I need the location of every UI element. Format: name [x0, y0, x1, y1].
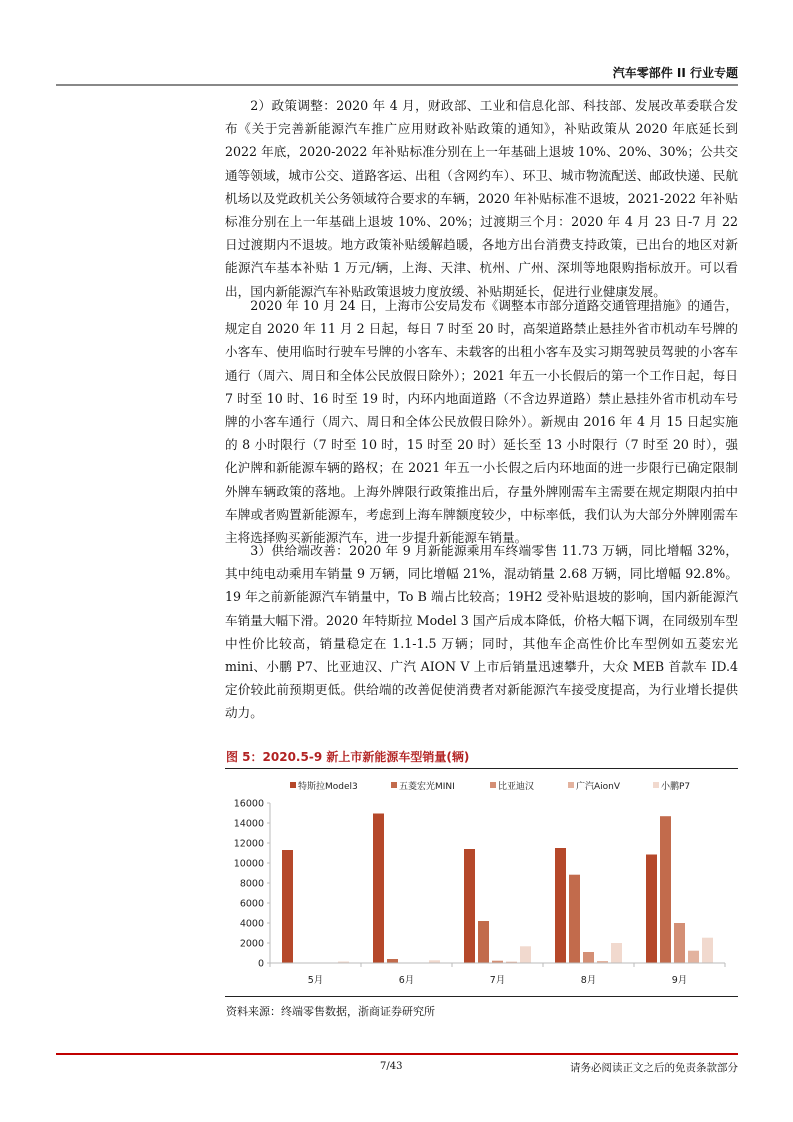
bar — [583, 952, 594, 963]
bar — [569, 875, 580, 963]
legend-swatch — [290, 782, 296, 788]
bar — [611, 943, 622, 963]
paragraph-shanghai: 2020 年 10 月 24 日，上海市公安局发布《调整本市部分道路交通管理措施》的通告，规定自 2020 年 11 月 2 日起，每日 7 时至 20 时，高架道路禁止悬挂外省市机动车号牌的小客车、使用临时行驶车号牌的小客车、未载客的出租小客车及实习期驾驶员驾驶的小客车通行（周六、周日和全体公民放假日除外）；2021 年五一小长假后的第一个工作日起，每日 7 时至 10 时、16 时至 19 时，内环内地面道路（不含边界道路）禁止悬挂外省市机动车号牌的小客车通行（周六、周日和全体公民放假日除外）。新规由 2016 年 4 月 15 日起实施的 8 小时限行（7 时至 10 时，15 时至 20 时）延长至 13 小时限行（7 时至 20 时），强化沪牌和新能源车辆的路权；在 2021 年五一小长假之后内环地面的进一步限行已确定限制外牌车辆政策的落地。上海外牌限行政策推出后，存量外牌刚需车主需要在规定期限内拍中车牌或者购置新能源车，考虑到上海车牌额度较少，中标率低，我们认为大部分外牌刚需车主将选择购买新能源汽车，进一步提升新能源车销量。 — [225, 298, 738, 546]
x-tick-label: 7月 — [489, 975, 506, 986]
figure-top-rule — [225, 768, 738, 769]
paragraph-supply: 3）供给端改善：2020 年 9 月新能源乘用车终端零售 11.73 万辆，同比增幅 32%，其中纯电动乘用车销量 9 万辆，同比增幅 21%，混动销量 2.68 万辆，同比增幅 92.8%。19 年之前新能源汽车销量中，To B 端占比较高；19H2 受补贴退坡的影响，国内新能源汽车销量大幅下滑。2020 年特斯拉 Model 3 国产后成本降低，价格大幅下调，在同级别车型中性价比较高，销量稳定在 1.1-1.5 万辆；同时，其他车企高性价比车型例如五菱宏光 mini、小鹏 P7、比亚迪汉、广汽 AION V 上市后销量迅速攀升，大众 MEB 首款车 ID.4 定价较此前预期更低。供给端的改善促使消费者对新能源汽车接受度提高，为行业增长提供动力。 — [225, 543, 738, 721]
bar-chart — [225, 770, 738, 995]
bar — [660, 816, 671, 963]
legend-label: 小鹏P7 — [661, 782, 691, 792]
footer-disclaimer: 请务必阅读正文之后的免责条款部分 — [570, 1062, 738, 1074]
legend-swatch — [568, 782, 574, 788]
y-tick-label: 4000 — [239, 918, 264, 930]
legend-swatch — [391, 782, 397, 788]
header-title: 汽车零部件 II 行业专题 — [612, 66, 738, 80]
legend-swatch — [653, 782, 659, 788]
legend-label: 五菱宏光MINI — [399, 782, 455, 792]
page-number: 7/43 — [380, 1061, 403, 1072]
y-tick-label: 2000 — [239, 938, 264, 950]
y-tick-label: 14000 — [233, 818, 264, 830]
legend-swatch — [490, 782, 496, 788]
footer-divider — [56, 1053, 738, 1055]
bar — [478, 921, 489, 963]
bar — [674, 923, 685, 963]
bar — [688, 951, 699, 963]
bar — [464, 849, 475, 963]
x-axis — [270, 963, 725, 986]
x-tick-label: 6月 — [398, 975, 415, 986]
chart-legend — [290, 780, 690, 792]
y-tick-label: 0 — [257, 958, 264, 970]
y-tick-label: 6000 — [239, 898, 264, 910]
y-axis — [234, 799, 270, 970]
legend-label: 比亚迪汉 — [498, 782, 535, 792]
figure-bottom-rule — [225, 996, 738, 997]
bar — [282, 850, 293, 963]
bar — [387, 959, 398, 963]
bars — [282, 814, 713, 964]
figure-source: 资料来源：终端零售数据，浙商证券研究所 — [226, 1005, 435, 1018]
y-tick-label: 12000 — [233, 838, 264, 850]
x-tick-label: 8月 — [580, 975, 597, 986]
legend-label: 广汽AionV — [576, 782, 621, 792]
paragraph-policy: 2）政策调整：2020 年 4 月，财政部、工业和信息化部、科技部、发展改革委联合发布《关于完善新能源汽车推广应用财政补贴政策的通知》，补贴政策从 2020 年底延长到 2022 年底，2020-2022 年补贴标准分别在上一年基础上退坡 10%、20%、30%；公共交通等领域，城市公交、道路客运、出租（含网约车）、环卫、城市物流配送、邮政快递、民航机场以及党政机关公务领域符合要求的车辆，2020 年补贴标准不退坡，2021-2022 年补贴标准分别在上一年基础上退坡 10%、20%；过渡期三个月：2020 年 4 月 23 日-7 月 22 日过渡期内不退坡。地方政策补贴缓解趋暖，各地方出台消费支持政策，已出台的地区对新能源汽车基本补贴 1 万元/辆，上海、天津、杭州、广州、深圳等地限购指标放开。可以看出，国内新能源汽车补贴政策退坡力度放缓、补贴期延长，促进行业健康发展。 — [225, 98, 738, 299]
header-divider — [56, 84, 738, 86]
legend-label: 特斯拉Model3 — [298, 782, 358, 792]
y-tick-label: 16000 — [233, 798, 264, 810]
figure-title: 图 5：2020.5-9 新上市新能源车型销量(辆) — [226, 750, 470, 764]
x-tick-label: 5月 — [307, 975, 324, 986]
bar — [520, 946, 531, 963]
x-tick-label: 9月 — [671, 975, 688, 986]
bar — [373, 814, 384, 964]
y-tick-label: 8000 — [239, 878, 264, 890]
bar — [646, 855, 657, 964]
bar — [702, 938, 713, 963]
y-tick-label: 10000 — [233, 858, 264, 870]
bar — [555, 848, 566, 963]
